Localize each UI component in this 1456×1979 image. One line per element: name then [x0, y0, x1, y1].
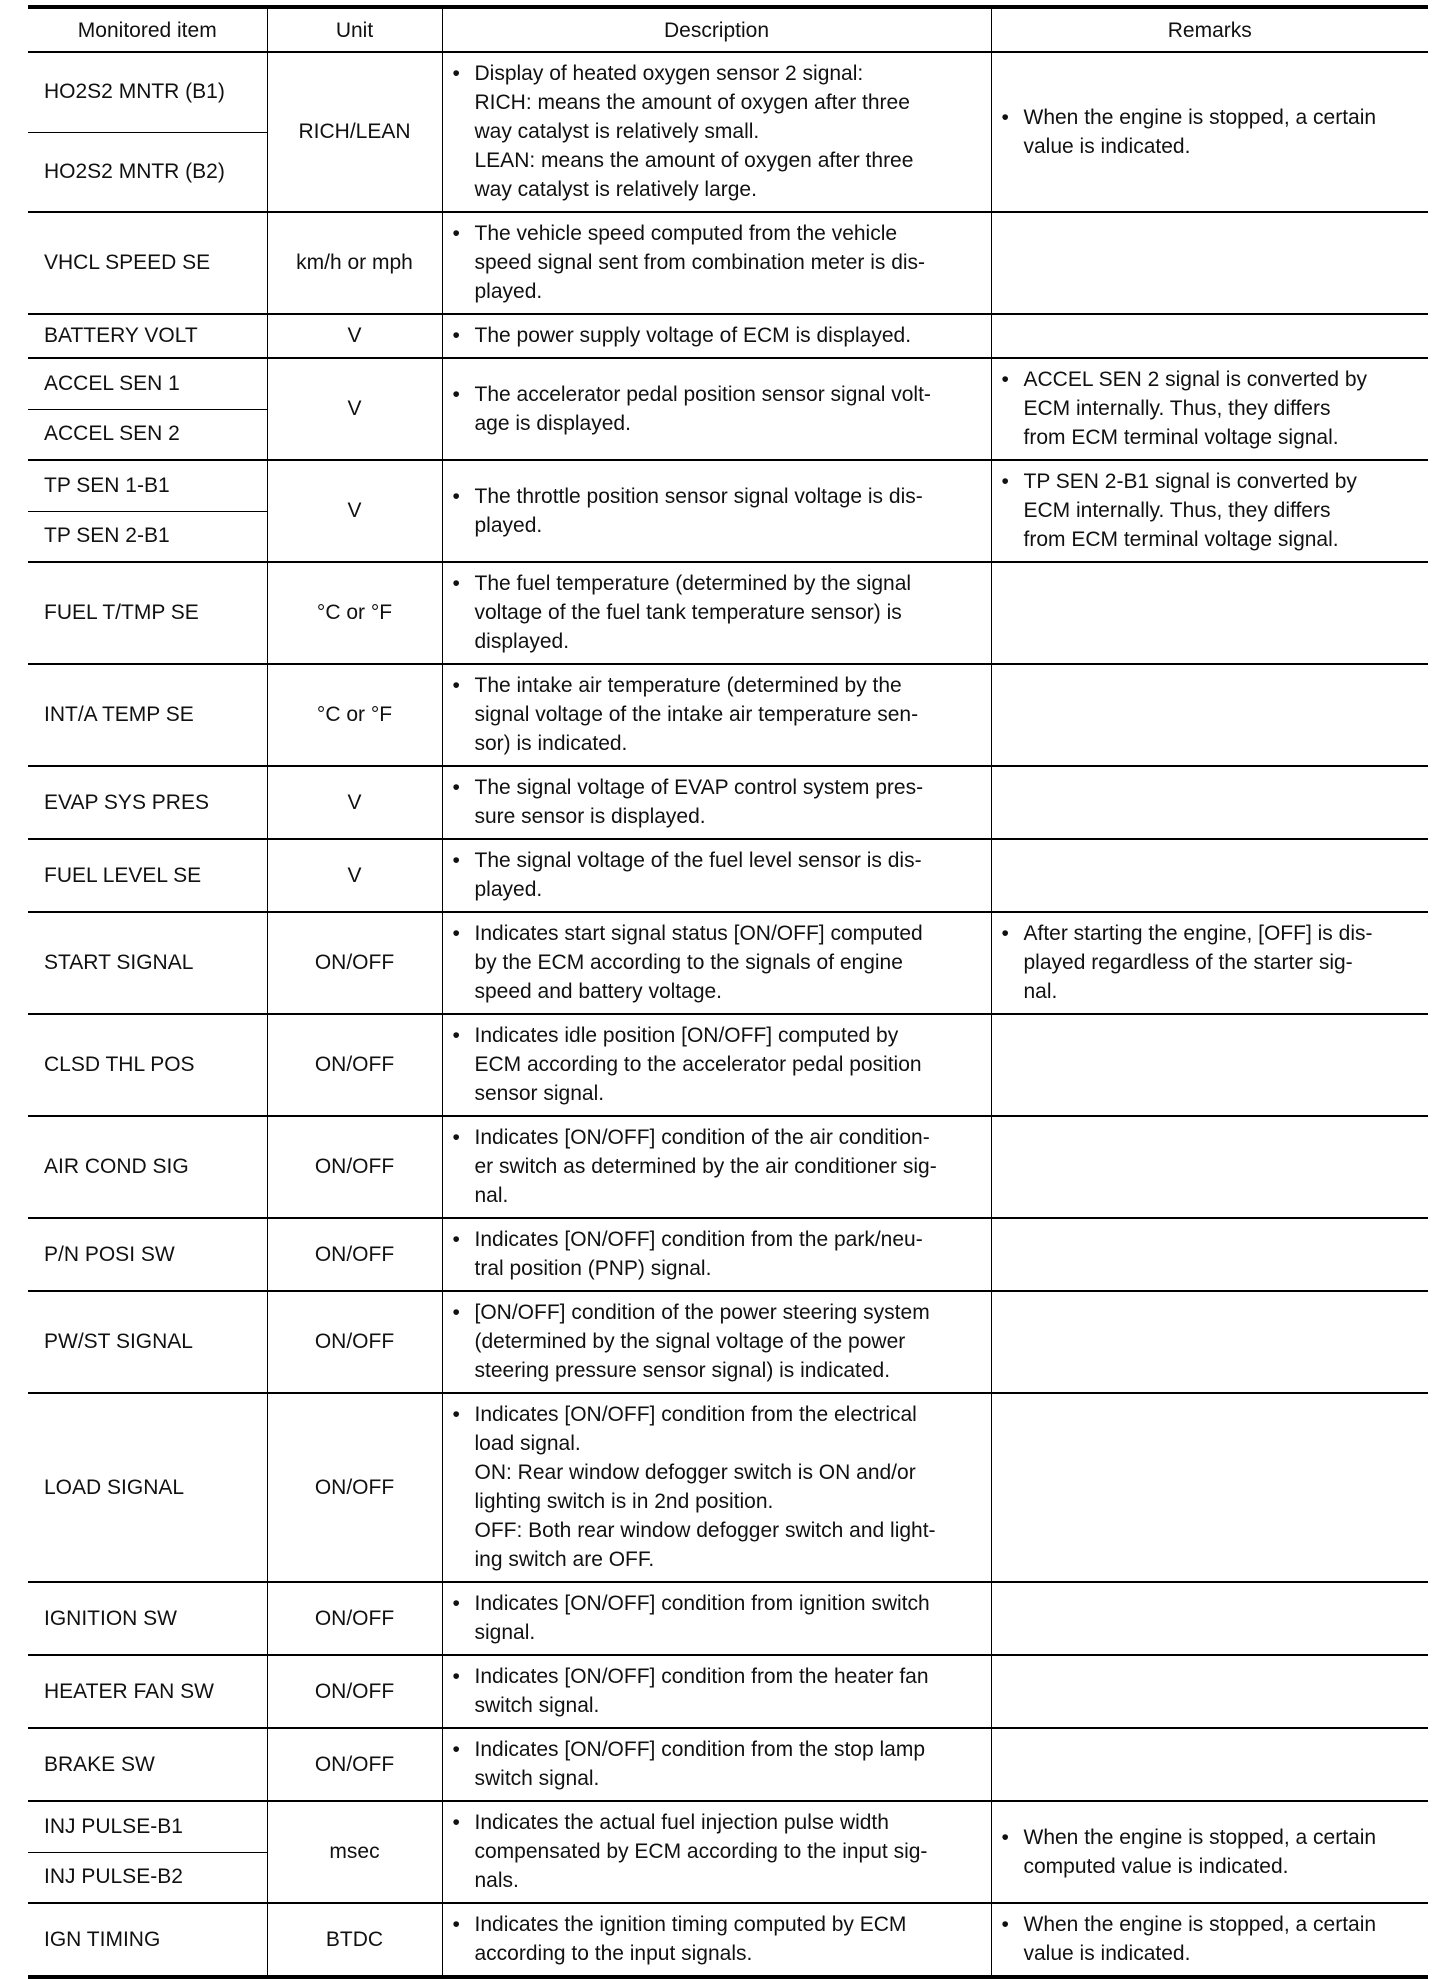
monitored-item: P/N POSI SW [28, 1218, 267, 1291]
description [442, 1116, 991, 1218]
remarks [991, 1291, 1428, 1393]
monitored-item: EVAP SYS PRES [28, 766, 267, 839]
remarks-line: ECM internally. Thus, they differs [1023, 499, 1331, 522]
table-row [28, 664, 1428, 766]
header-monitored-item: Monitored item [28, 7, 267, 52]
table-row [28, 1218, 1428, 1291]
monitored-item: HO2S2 MNTR (B2) [28, 132, 267, 212]
description-line: Indicates [ON/OFF] condition from the stop lamp [474, 1738, 926, 1761]
table-row [28, 839, 1428, 912]
unit: ON/OFF [267, 1582, 442, 1655]
description [442, 912, 991, 1014]
unit: V [267, 766, 442, 839]
table-row [28, 1116, 1428, 1218]
monitored-item: ACCEL SEN 1 [28, 358, 267, 409]
bullet-icon: • [452, 62, 460, 85]
description-line: The signal voltage of EVAP control system pres- [474, 776, 924, 799]
unit: °C or °F [267, 562, 442, 664]
description [442, 1903, 991, 1977]
unit: V [267, 314, 442, 358]
description-line: load signal. [474, 1432, 581, 1455]
header-unit: Unit [267, 7, 442, 52]
remarks-line: When the engine is stopped, a certain [1023, 1825, 1377, 1849]
monitor-items-table [28, 5, 1428, 1979]
remarks-line: nal. [1023, 980, 1058, 1003]
table-row [28, 1291, 1428, 1393]
bullet-icon: • [1001, 105, 1009, 129]
description-line: by the ECM according to the signals of engine [474, 951, 903, 974]
bullet-icon: • [452, 1665, 460, 1688]
description-line: signal voltage of the intake air temperature sen- [474, 703, 919, 726]
bullet-icon: • [452, 1403, 460, 1426]
description-line: way catalyst is relatively small. [474, 120, 760, 143]
bullet-icon: • [452, 1738, 460, 1761]
unit: ON/OFF [267, 1393, 442, 1582]
table-row [28, 1728, 1428, 1801]
description-line: sure sensor is displayed. [474, 805, 706, 828]
bullet-icon: • [1001, 1825, 1009, 1849]
description-line: Indicates the actual fuel injection pulse width [474, 1811, 889, 1834]
remarks-line: TP SEN 2-B1 signal is converted by [1023, 470, 1357, 493]
description-line: nals. [474, 1869, 519, 1892]
description-line: ECM according to the accelerator pedal position [474, 1053, 922, 1076]
remarks [991, 1728, 1428, 1801]
description-line: lighting switch is in 2nd position. [474, 1490, 774, 1513]
table-row [28, 1014, 1428, 1116]
monitored-item: VHCL SPEED SE [28, 212, 267, 314]
description [442, 766, 991, 839]
remarks-line: value is indicated. [1023, 134, 1191, 158]
remarks [991, 839, 1428, 912]
description [442, 1801, 991, 1903]
description-line: The fuel temperature (determined by the signal [474, 572, 912, 595]
remarks-line: ACCEL SEN 2 signal is converted by [1023, 368, 1368, 391]
remarks [991, 1218, 1428, 1291]
monitored-item: CLSD THL POS [28, 1014, 267, 1116]
unit: V [267, 839, 442, 912]
table-row [28, 766, 1428, 839]
unit: ON/OFF [267, 1014, 442, 1116]
description-line: age is displayed. [474, 411, 631, 435]
description-line: compensated by ECM according to the input sig- [474, 1840, 928, 1863]
description [442, 1655, 991, 1728]
remarks [991, 766, 1428, 839]
description [442, 664, 991, 766]
description-line: switch signal. [474, 1694, 600, 1717]
remarks-line: computed value is indicated. [1023, 1854, 1289, 1878]
bullet-icon: • [452, 324, 460, 347]
description [442, 212, 991, 314]
description [442, 1218, 991, 1291]
table-row [28, 562, 1428, 664]
remarks [991, 314, 1428, 358]
remarks-line: ECM internally. Thus, they differs [1023, 397, 1331, 420]
description-line: The power supply voltage of ECM is displayed. [474, 324, 912, 347]
monitored-item: TP SEN 2-B1 [28, 511, 267, 562]
description-line: speed signal sent from combination meter is dis- [474, 251, 926, 274]
monitored-item: ACCEL SEN 2 [28, 409, 267, 460]
unit: °C or °F [267, 664, 442, 766]
bullet-icon: • [452, 776, 460, 799]
bullet-icon: • [452, 572, 460, 595]
monitored-item: BATTERY VOLT [28, 314, 267, 358]
bullet-icon: • [1001, 470, 1009, 493]
description-line: Indicates [ON/OFF] condition from the electrical [474, 1403, 917, 1426]
remarks [991, 358, 1428, 460]
bullet-icon: • [452, 674, 460, 697]
bullet-icon: • [452, 1126, 460, 1149]
description-line: way catalyst is relatively large. [474, 178, 757, 201]
remarks [991, 52, 1428, 212]
description-line: Indicates the ignition timing computed by ECM [474, 1913, 907, 1936]
header-remarks: Remarks [991, 7, 1428, 52]
description [442, 839, 991, 912]
bullet-icon: • [452, 1913, 460, 1936]
table-row [28, 212, 1428, 314]
description-line: OFF: Both rear window defogger switch and light- [474, 1519, 936, 1542]
remarks [991, 1801, 1428, 1903]
description-line: Indicates [ON/OFF] condition from ignition switch [474, 1592, 930, 1615]
description-line: The vehicle speed computed from the vehicle [474, 222, 898, 245]
monitored-item: FUEL LEVEL SE [28, 839, 267, 912]
monitored-item: BRAKE SW [28, 1728, 267, 1801]
description-line: LEAN: means the amount of oxygen after three [474, 149, 914, 172]
remarks-line: from ECM terminal voltage signal. [1023, 426, 1339, 449]
description-line: signal. [474, 1621, 536, 1644]
table-row [28, 912, 1428, 1014]
description-line: voltage of the fuel tank temperature sensor) is [474, 601, 902, 624]
table-row [28, 1393, 1428, 1582]
bullet-icon: • [452, 1811, 460, 1834]
description-line: Indicates [ON/OFF] condition from the heater fan [474, 1665, 929, 1688]
description-line: steering pressure sensor signal) is indicated. [474, 1359, 891, 1382]
description-line: sor) is indicated. [474, 732, 628, 755]
description [442, 1014, 991, 1116]
remarks-line: value is indicated. [1023, 1942, 1191, 1965]
unit: ON/OFF [267, 1218, 442, 1291]
description-line: RICH: means the amount of oxygen after three [474, 91, 910, 114]
unit: km/h or mph [267, 212, 442, 314]
unit: ON/OFF [267, 912, 442, 1014]
bullet-icon: • [452, 849, 460, 872]
bullet-icon: • [452, 222, 460, 245]
monitored-item: LOAD SIGNAL [28, 1393, 267, 1582]
bullet-icon: • [452, 484, 460, 508]
description-line: nal. [474, 1184, 509, 1207]
description-line: played. [474, 878, 543, 901]
table-row [28, 1582, 1428, 1655]
description-line: played. [474, 513, 543, 537]
remarks [991, 1903, 1428, 1977]
description [442, 1393, 991, 1582]
unit: ON/OFF [267, 1728, 442, 1801]
remarks [991, 1655, 1428, 1728]
monitored-item: PW/ST SIGNAL [28, 1291, 267, 1393]
table-row [28, 52, 1428, 132]
bullet-icon: • [452, 1228, 460, 1251]
description [442, 52, 991, 212]
monitored-item: IGN TIMING [28, 1903, 267, 1977]
unit: RICH/LEAN [267, 52, 442, 212]
description-line: ing switch are OFF. [474, 1548, 655, 1571]
description-line: Indicates [ON/OFF] condition from the park/neu- [474, 1228, 923, 1251]
description-line: The intake air temperature (determined by the [474, 674, 902, 697]
remarks-line: played regardless of the starter sig- [1023, 951, 1353, 974]
remarks-line: After starting the engine, [OFF] is dis- [1023, 922, 1373, 945]
monitored-item: INJ PULSE-B1 [28, 1801, 267, 1852]
monitored-item: AIR COND SIG [28, 1116, 267, 1218]
remarks [991, 460, 1428, 562]
description-line: sensor signal. [474, 1082, 605, 1105]
description-line: The throttle position sensor signal voltage is dis- [474, 484, 923, 508]
description-line: according to the input signals. [474, 1942, 753, 1965]
description-line: switch signal. [474, 1767, 600, 1790]
description-line: (determined by the signal voltage of the power [474, 1330, 906, 1353]
description [442, 1582, 991, 1655]
description [442, 562, 991, 664]
description-line: The signal voltage of the fuel level sensor is dis- [474, 849, 922, 872]
description [442, 358, 991, 460]
description-line: Indicates [ON/OFF] condition of the air condition- [474, 1126, 930, 1149]
bullet-icon: • [452, 1301, 460, 1324]
bullet-icon: • [1001, 368, 1009, 391]
bullet-icon: • [1001, 1913, 1009, 1936]
monitored-item: HEATER FAN SW [28, 1655, 267, 1728]
remarks [991, 1582, 1428, 1655]
description [442, 460, 991, 562]
bullet-icon: • [452, 1592, 460, 1615]
remarks [991, 912, 1428, 1014]
description-line: Indicates idle position [ON/OFF] computed by [474, 1024, 899, 1047]
table-row [28, 460, 1428, 511]
table-row [28, 1655, 1428, 1728]
remarks [991, 1393, 1428, 1582]
bullet-icon: • [452, 1024, 460, 1047]
remarks [991, 1116, 1428, 1218]
description-line: er switch as determined by the air conditioner sig- [474, 1155, 937, 1178]
description-line: ON: Rear window defogger switch is ON and/or [474, 1461, 916, 1484]
description-line: The accelerator pedal position sensor signal volt- [474, 382, 931, 406]
table-row [28, 1903, 1428, 1977]
table-row [28, 1801, 1428, 1852]
table-row [28, 314, 1428, 358]
remarks [991, 1014, 1428, 1116]
header-description: Description [442, 7, 991, 52]
remarks [991, 664, 1428, 766]
bullet-icon: • [1001, 922, 1009, 945]
monitored-item: IGNITION SW [28, 1582, 267, 1655]
description-line: Indicates start signal status [ON/OFF] computed [474, 922, 923, 945]
bullet-icon: • [452, 382, 460, 406]
remarks-line: from ECM terminal voltage signal. [1023, 528, 1339, 551]
remarks [991, 562, 1428, 664]
remarks-line: When the engine is stopped, a certain [1023, 1913, 1377, 1936]
unit: ON/OFF [267, 1655, 442, 1728]
unit: ON/OFF [267, 1116, 442, 1218]
description-line: displayed. [474, 630, 570, 653]
header-row [28, 7, 1428, 52]
remarks-line: When the engine is stopped, a certain [1023, 105, 1377, 129]
unit: V [267, 460, 442, 562]
description-line: Display of heated oxygen sensor 2 signal: [474, 62, 864, 85]
table-row [28, 358, 1428, 409]
monitored-item: TP SEN 1-B1 [28, 460, 267, 511]
description [442, 314, 991, 358]
monitored-item: INT/A TEMP SE [28, 664, 267, 766]
monitored-item: FUEL T/TMP SE [28, 562, 267, 664]
monitored-item: HO2S2 MNTR (B1) [28, 52, 267, 132]
unit: BTDC [267, 1903, 442, 1977]
unit: ON/OFF [267, 1291, 442, 1393]
monitored-item: INJ PULSE-B2 [28, 1852, 267, 1903]
description-line: played. [474, 280, 543, 303]
description-line: speed and battery voltage. [474, 980, 723, 1003]
remarks [991, 212, 1428, 314]
description-line: tral position (PNP) signal. [474, 1257, 712, 1280]
monitored-item: START SIGNAL [28, 912, 267, 1014]
unit: msec [267, 1801, 442, 1903]
unit: V [267, 358, 442, 460]
description-line: [ON/OFF] condition of the power steering system [474, 1301, 930, 1324]
description [442, 1728, 991, 1801]
bullet-icon: • [452, 922, 460, 945]
description [442, 1291, 991, 1393]
